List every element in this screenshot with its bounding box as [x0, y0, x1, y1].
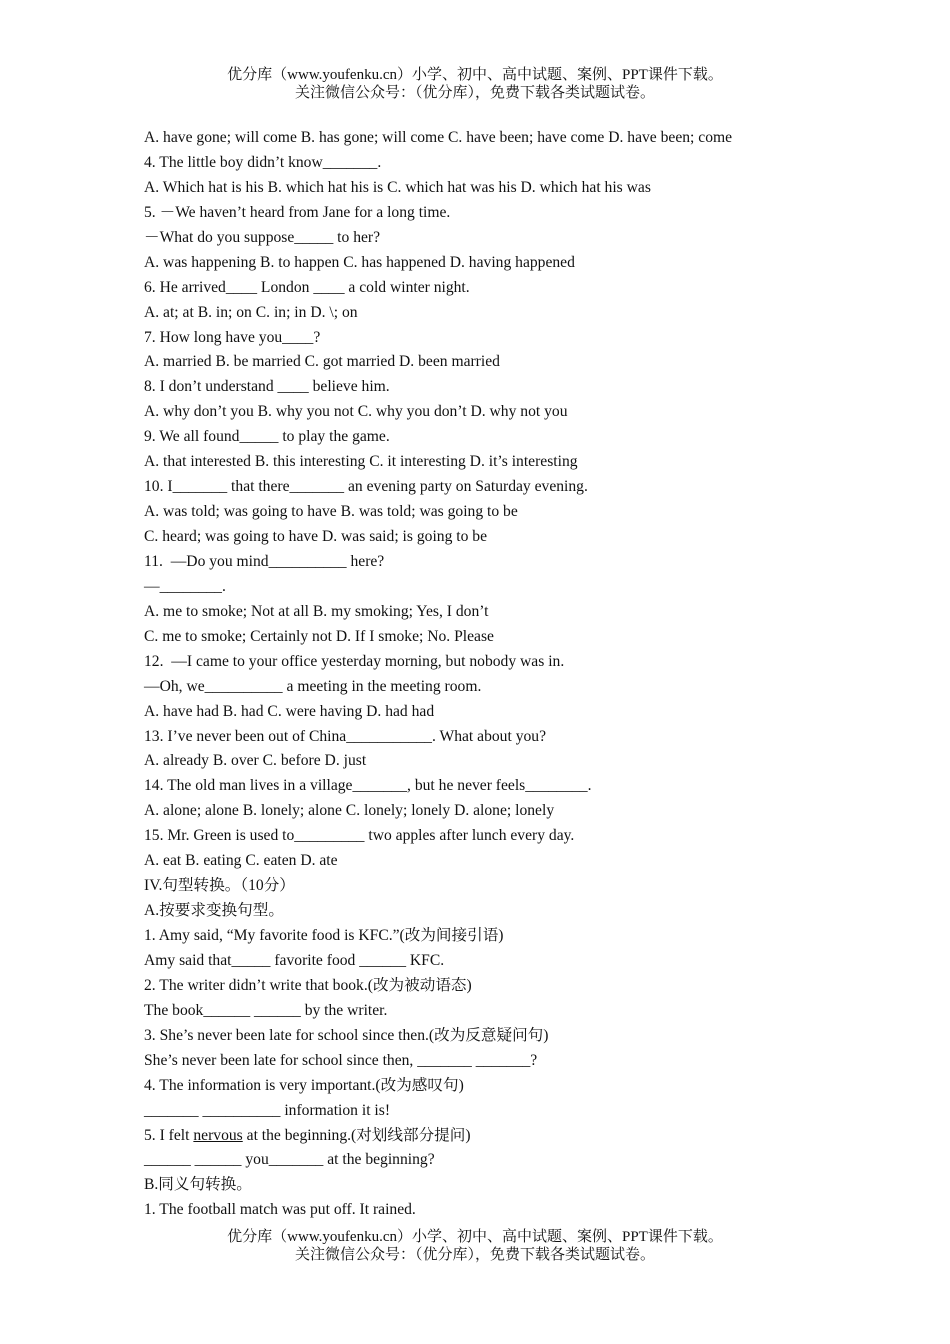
text-line: 12. —I came to your office yesterday morning, but nobody was in.	[144, 652, 565, 670]
text-line: ______ ______ you_______ at the beginning?	[144, 1151, 435, 1169]
text-line: The book______ ______ by the writer.	[144, 1001, 388, 1019]
text-line: 4. The little boy didn’t know_______.	[144, 153, 382, 171]
text-line: C. me to smoke; Certainly not D. If I smoke; No. Please	[144, 627, 494, 645]
text-line: 2. The writer didn’t write that book.(改为被动语态)	[144, 976, 472, 994]
question-5-line	[144, 1124, 804, 1149]
text-line: 10. I_______ that there_______ an evening party on Saturday evening.	[144, 478, 588, 496]
text-line: 13. I’ve never been out of China___________. What about you?	[144, 727, 547, 745]
text-line: 9. We all found_____ to play the game.	[144, 428, 390, 446]
text-line: －What do you suppose_____ to her?	[144, 228, 381, 246]
text-line: 11. —Do you mind__________ here?	[144, 552, 385, 570]
header-line-1: 优分库（www.youfenku.cn）小学、初中、高中试题、案例、PPT课件下载。	[227, 67, 723, 83]
text-line: A. was happening B. to happen C. has happened D. having happened	[144, 253, 575, 271]
subsection-heading: B.同义句转换。	[144, 1176, 252, 1194]
header-line-2: 关注微信公众号：（优分库），免费下载各类试题试卷。	[294, 85, 655, 101]
text-line: A. already B. over C. before D. just	[144, 752, 367, 770]
text-line: —Oh, we__________ a meeting in the meeting room.	[144, 677, 482, 695]
text-line: 15. Mr. Green is used to_________ two apples after lunch every day.	[144, 827, 575, 845]
exam-content	[144, 126, 804, 1223]
text-line: She’s never been late for school since then, _______ _______?	[144, 1051, 538, 1069]
footer-line-1: 优分库（www.youfenku.cn）小学、初中、高中试题、案例、PPT课件下载。	[227, 1229, 723, 1245]
text-line: 1. The football match was put off. It rained.	[144, 1201, 416, 1219]
page-footer	[0, 1228, 950, 1264]
q5-suffix: at the beginning.(对划线部分提问)	[242, 1126, 471, 1144]
text-line: A. was told; was going to have B. was told; was going to be	[144, 503, 518, 521]
footer-line-2: 关注微信公众号：（优分库），免费下载各类试题试卷。	[294, 1247, 655, 1263]
section-heading: IV.句型转换。（10分）	[144, 877, 295, 895]
text-line: A. Which hat is his B. which hat his is C. which hat was his D. which hat his was	[144, 178, 651, 196]
text-line: —________.	[144, 577, 226, 595]
text-line: A. eat B. eating C. eaten D. ate	[144, 852, 338, 870]
text-line: A. at; at B. in; on C. in; in D. \; on	[144, 303, 358, 321]
text-line: C. heard; was going to have D. was said; is going to be	[144, 528, 488, 545]
text-line: A. that interested B. this interesting C. it interesting D. it’s interesting	[144, 453, 578, 471]
q5-prefix: 5. I felt	[144, 1126, 194, 1144]
q5-underlined-word: nervous	[193, 1126, 243, 1144]
text-line: 8. I don’t understand ____ believe him.	[144, 378, 390, 396]
text-line: 14. The old man lives in a village_______, but he never feels________.	[144, 777, 592, 795]
text-line: _______ __________ information it is!	[144, 1101, 391, 1119]
text-line: 1. Amy said, “My favorite food is KFC.”(改为间接引语)	[144, 927, 504, 944]
text-line: A. have had B. had C. were having D. had had	[144, 702, 435, 720]
text-line: 4. The information is very important.(改为感叹句)	[144, 1076, 464, 1094]
text-line: Amy said that_____ favorite food ______ KFC.	[144, 951, 445, 969]
text-line: A. me to smoke; Not at all B. my smoking; Yes, I don’t	[144, 602, 489, 620]
text-line: 7. How long have you____?	[144, 328, 321, 346]
text-line: 6. He arrived____ London ____ a cold winter night.	[144, 278, 470, 296]
text-line: A. have gone; will come B. has gone; will come C. have been; have come D. have been; come	[144, 129, 733, 146]
text-line: A. why don’t you B. why you not C. why you don’t D. why not you	[144, 403, 568, 421]
subsection-heading: A.按要求变换句型。	[144, 902, 284, 920]
text-line: 5. －We haven’t heard from Jane for a long time.	[144, 203, 451, 221]
text-line: 3. She’s never been late for school since then.(改为反意疑问句)	[144, 1026, 549, 1044]
page-header	[0, 66, 950, 102]
text-line: A. married B. be married C. got married D. been married	[144, 353, 500, 371]
text-line: A. alone; alone B. lonely; alone C. lonely; lonely D. alone; lonely	[144, 802, 555, 820]
